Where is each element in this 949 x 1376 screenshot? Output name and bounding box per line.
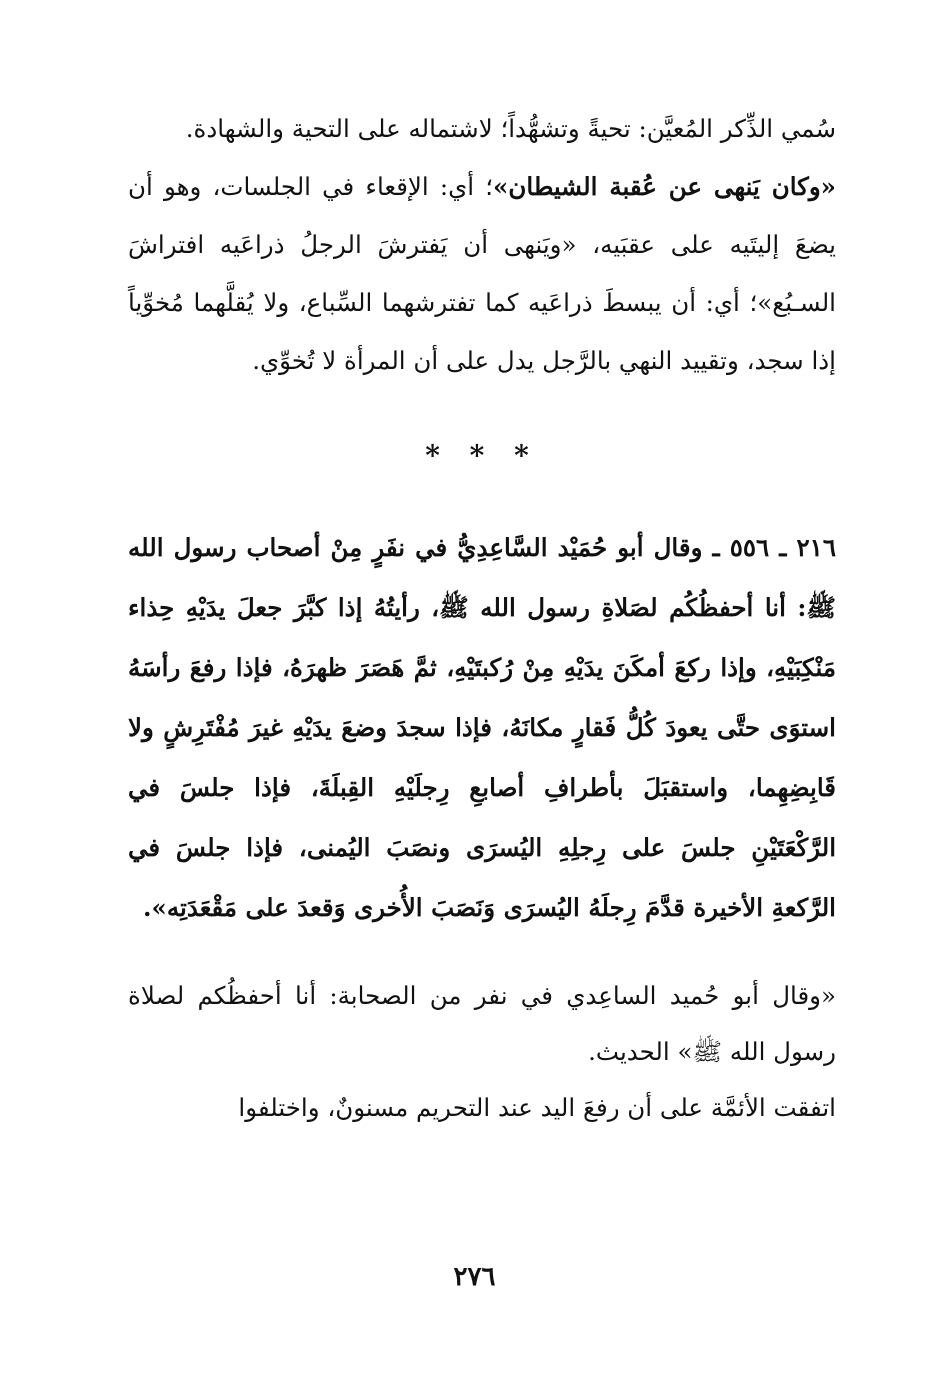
commentary-intro: «وقال أبو حُميد الساعِدي في نفر من الصحابة: أنا أحفظُكم لصلاة رسول الله ﷺ» الحديث. — [128, 981, 836, 1066]
quote-aqabat-shaytan: «وكان يَنهى عن عُقبة الشيطان» — [493, 172, 836, 201]
page-number: ٢٧٦ — [453, 1262, 496, 1292]
section-separator: * * * — [425, 439, 539, 472]
explanation-iqaa: ؛ أي: الإقعاء في الجلسات، وهو أن يضعَ إليتَيه على عقبَيه، — [128, 172, 837, 259]
hadith-text: ٢١٦ ـ ٥٥٦ ـ وقال أبو حُمَيْد السَّاعِدِيُّ في نفَرٍ مِنْ أصحاب رسول الله ﷺ: أنا أحفظُكُم لصَلاةِ رسول الله ﷺ، رأيتُهُ إذا كبَّرَ جعلَ يدَيْهِ حِذاء مَنْكِبَيْهِ، وإذا ركعَ أمكَنَ يدَيْهِ مِنْ رُكبتَيْهِ، ثمَّ هَصَرَ ظهرَهُ، فإذا رفعَ رأسَهُ استوَى حتَّى يعودَ كُلُّ فَقارٍ مكانَهُ، فإذا سجدَ وضعَ يدَيْهِ غيرَ مُفْتَرِشٍ ولا قَابِضِهِما، واستقبَلَ بأطرافِ أصابعِ رِجلَيْهِ القِبلَةَ، فإذا جلسَ في الرَّكْعَتَيْنِ جلسَ على رِجلِهِ اليُسرَى ونصَبَ اليُمنى، فإذا جلسَ في الرَّكعةِ الأخيرة قدَّمَ رِجلَهُ اليُسرَى وَنَصَبَ الأُخرى وَقعدَ على مَقْعَدَتِه». — [128, 533, 836, 922]
explanation-iftirash: ؛ أي: أن يبسطَ ذراعَيه كما تفترشهما السِّباع، ولا يُقلَّهما مُخوِّياً إذا سجد، وتقييد النهي بالرَّجل يدل على أن المرأة لا تُخوِّي. — [128, 288, 836, 375]
paragraph-naming-tashahhud: سُمي الذِّكر المُعيَّن: تحيةً وتشهُّداً؛ لاشتماله على التحية والشهادة. — [185, 114, 836, 143]
quote-iftirash: «ويَنهى أن يَفترشَ الرجلُ ذراعَيه افتراشَ السـبُع» — [128, 230, 836, 317]
paragraph-iqaa-explanation — [128, 158, 836, 390]
commentary-text: اتفقت الأئمَّة على أن رفعَ اليد عند التحريم مسنونٌ، واختلفوا — [238, 1093, 836, 1122]
page-body — [128, 100, 836, 1136]
